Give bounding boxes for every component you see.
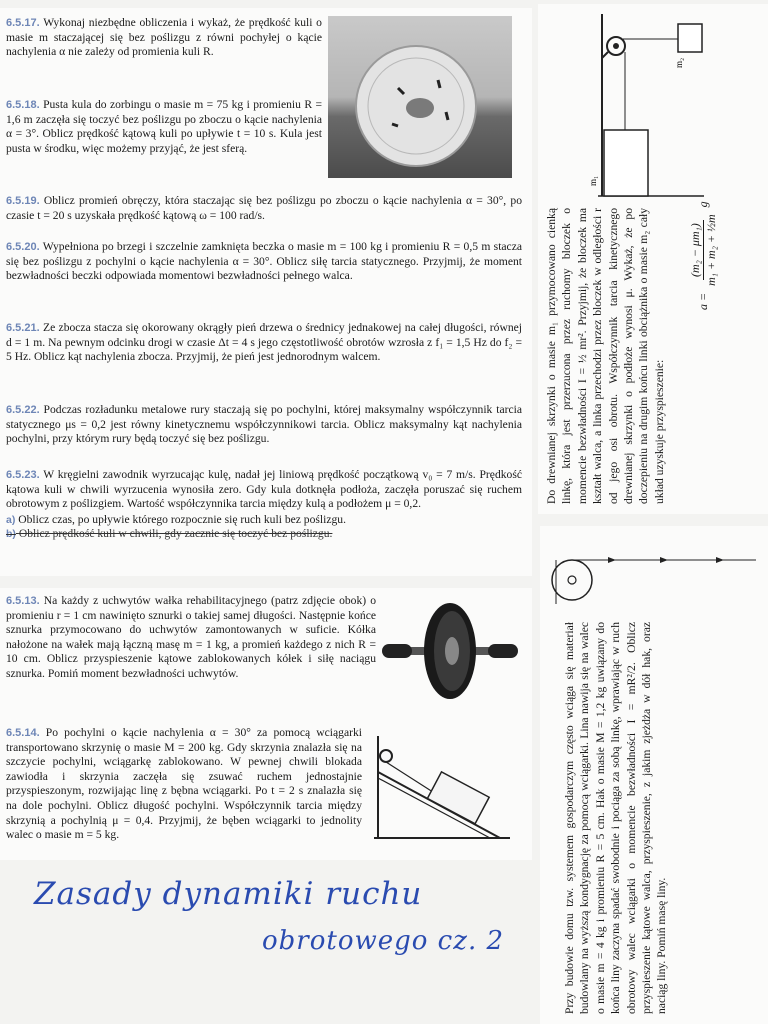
- rotated-problem-upper-clip: [538, 4, 768, 514]
- subquestion-text: Oblicz prędkość kuli w chwili, gdy zacznie się toczyć bez poślizgu.: [18, 527, 333, 541]
- problem-number: 6.5.22.: [6, 404, 40, 416]
- problem-6-5-14: [6, 726, 362, 843]
- ab-roller-photo: [380, 598, 520, 708]
- subquestion-label: b): [6, 528, 16, 541]
- subquestion-text: Oblicz czas, po upływie którego rozpocznie się ruch kuli bez poślizgu.: [18, 512, 346, 526]
- problem-text: Po pochylni o kącie nachylenia α = 30° za pomocą wciągarki transportowano skrzynię o masie M = 200 kg. Gdy skrzynia znalazła się na szczycie pochylni, wciągarkę zablokowano. W pewnej chwili blokada zawiodła i skrzynia zaczęła się zsuwać ruchem jednostajnie przyspieszonym, rozwijając linę z bębna wciągarki. Po t = 2 s znalazła się na dole pochylni. Oblicz długość pochylni. Współczynnik tarcia między skrzynią a pochylnią μ = 0,4. Przyjmij, że bęben wciągarki to jednolity walec o masie m = 5 kg.: [6, 726, 362, 842]
- problem-6-5-20: [6, 240, 522, 284]
- rotated-problem-upper-text: [544, 208, 667, 504]
- problem-text: Ze zbocza stacza się okorowany okrągły pień drzewa o średnicy jednakowej na całej długości, równej d = 1 m. Na pewnym odcinku drogi w czasie Δt = 4 s jego częstotliwość obrotów wzrosła z f₁ = 1,5 Hz do f₂ = 5 Hz. Oblicz kąt nachylenia zbocza. Przyjmij, że pień jest jednorodnym walcem.: [6, 321, 522, 364]
- problem-6-5-23: [6, 468, 522, 542]
- problem-text: W kręgielni zawodnik wyrzucając kulę, nadał jej liniową prędkość początkową v₀ = 7 m/s. Prędkość kątowa kuli w chwili wyrzucenia wynosiła zero. Gdy kula dotknęła podłoża, zaczęła poruszać się ruchem obrotowym z poślizgiem. Wartość współczynnika tarcia między kulą a podłożem μ = 0,2.: [6, 468, 522, 511]
- problem-number: 6.5.19.: [6, 195, 40, 207]
- acceleration-formula: [688, 201, 719, 310]
- problem-number: 6.5.18.: [6, 99, 40, 111]
- rotated-problem-lower-text: [562, 622, 670, 1014]
- problem-6-5-13: [6, 594, 376, 682]
- m1-label: m₁: [588, 175, 598, 186]
- subquestion-label: a): [6, 513, 16, 526]
- zorb-photo: [328, 16, 512, 178]
- problem-number: 6.5.17.: [6, 17, 40, 29]
- subquestion-b: [6, 527, 522, 542]
- problem-6-5-22: [6, 403, 522, 447]
- formula-numerator: (m₂ − μm₁): [688, 220, 704, 280]
- problem-text: Na każdy z uchwytów wałka rehabilitacyjnego (patrz zdjęcie obok) o promieniu r = 1 cm nawinięto sznurki o takiej samej długości. Następnie końce sznurka przymocowano do uchwytów zamontowanych w suficie. Kółka nałożone na wałek mają łączną masę m = 1 kg, a promień każdego z nich R = 10 cm. Oblicz przyspieszenie kątowe zablokowanych kółek i siłę naciągu sznurka. Pomiń moment bezwładności uchwytów.: [6, 594, 376, 680]
- formula-denominator: m₁ + m₂ + ½m: [704, 214, 718, 286]
- problem-number: 6.5.21.: [6, 322, 40, 334]
- handwritten-title-line1: Zasady dynamiki ruchu: [34, 876, 423, 912]
- subquestion-a: [6, 513, 522, 528]
- problem-6-5-21: [6, 321, 522, 365]
- m2-label: m₂: [674, 57, 684, 68]
- problem-number: 6.5.13.: [6, 595, 40, 607]
- formula-lhs: a =: [696, 292, 710, 310]
- ramp-winch-figure: [370, 734, 530, 844]
- problem-6-5-18: [6, 98, 322, 156]
- problem-text: Podczas rozładunku metalowe rury staczają się po pochylni, której maksymalny współczynnik tarcia statycznego μs = 0,2 jest równy kinetycznemu współczynnikowi tarcia. Oblicz maksymalny kąt nachylenia pochylni, przy którym rury będą toczyć się bez poślizgu.: [6, 403, 522, 446]
- problem-text: Wypełniona po brzegi i szczelnie zamknięta beczka o masie m = 100 kg i promieniu R = 0,5 m stacza się bez poślizgu z pochylni o kącie nachylenia α = 30°. Oblicz siłę tarcia statycznego. Przyjmij, że moment bezwładności beczki odpowiada momentowi bezwładności pełnego walca.: [6, 240, 522, 283]
- problem-number: 6.5.23.: [6, 469, 40, 481]
- problem-6-5-17: [6, 16, 322, 60]
- problem-6-5-19: [6, 194, 522, 223]
- problem-text: Przy budowie domu tzw. systemem gospodarczym często wciąga się materiał budowlany na wyższą kondygnację za pomocą wciągarki. Lina nawija się na walec o masie m = 4 kg i promieniu R = 5 cm. Hak o masie M = 1,2 kg uwiązany do końca liny zaczyna spadać swobodnie i pociąga za sobą linkę, wprawiając w ruch obrotowy walec wciągarki o momencie bezwładności I = mR²/2. Oblicz przyspieszenie kątowe walca, przyspieszenie, z jakim zjeżdża w dół hak, oraz naciąg liny. Pomiń masę liny.: [563, 622, 669, 1014]
- problem-text: Oblicz promień obręczy, która staczając się bez poślizgu po zboczu o kącie nachylenia α = 30°, po czasie t = 20 s uzyskała prędkość kątową ω = 100 rad/s.: [6, 194, 522, 222]
- problem-text: Wykonaj niezbędne obliczenia i wykaż, że prędkość kuli o masie m staczającej się bez poślizgu z równi pochyłej o kącie nachylenia α nie zależy od promienia kuli R.: [6, 16, 322, 59]
- problem-text: Pusta kula do zorbingu o masie m = 75 kg i promieniu R = 1,6 m zaczęła się toczyć bez poślizgu po zboczu o kącie nachylenia α = 3°. Oblicz prędkość kątową kuli po upływie t = 10 s. Kula jest pusta w środku, więc możemy przyjąć, że jest sferą.: [6, 98, 322, 155]
- formula-fraction: [688, 211, 719, 289]
- problem-text: Do drewnianej skrzynki o masie m₁ przymocowano cienką linkę, która jest przerzucona przez ruchomy bloczek o momencie bezwładności I = ½ mr². Przyjmij, że bloczek ma kształt walca, a linka przechodzi przez bloczek w odległości r od jego osi obrotu. Współczynnik tarcia kinetycznego drewnianej skrzynki o podłoże wynosi μ. Wykaż, że po doczepieniu na drugim końcu linki obciążnika o masie m₂ cały układ uzyskuje przyspieszenie:: [545, 208, 666, 504]
- formula-g: g: [696, 201, 710, 208]
- bottom-problems-clip: [0, 588, 532, 860]
- top-problems-clip: [0, 8, 532, 576]
- pulley-figure: [568, 10, 708, 200]
- handwritten-title-line2: obrotowego cz. 2: [262, 926, 505, 956]
- drum-hook-figure: [546, 534, 762, 614]
- rotated-problem-lower-clip: [540, 526, 768, 1024]
- problem-number: 6.5.20.: [6, 241, 40, 253]
- problem-number: 6.5.14.: [6, 727, 40, 739]
